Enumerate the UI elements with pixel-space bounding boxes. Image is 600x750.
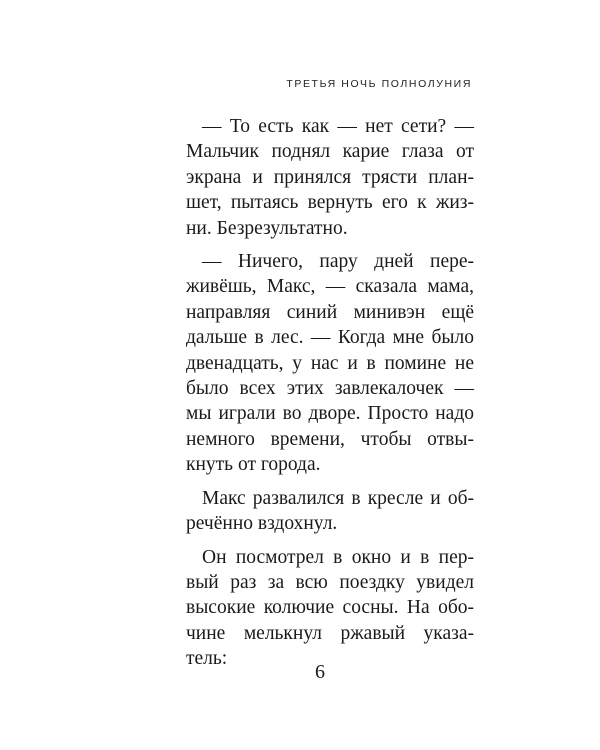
text-line: вый раз за всю поездку увидел	[186, 571, 474, 593]
text-line: чине мелькнул ржавый указа-	[186, 622, 474, 644]
text-line: живёшь, Макс, — сказала мама,	[186, 276, 474, 298]
paragraph-2	[186, 249, 474, 478]
text-line: шет, пытаясь вернуть его к жиз-	[186, 192, 474, 214]
paragraph-4	[186, 545, 474, 672]
running-header: ТРЕТЬЯ НОЧЬ ПОЛНОЛУНИЯ	[286, 78, 472, 90]
paragraph-3	[186, 486, 474, 537]
text-line: направляя синий минивэн ещё	[186, 301, 474, 323]
text-line: Макс развалился в кресле и об-	[202, 487, 474, 509]
paragraph-1	[186, 114, 474, 241]
text-line: Мальчик поднял карие глаза от	[186, 141, 474, 163]
text-line: Он посмотрел в окно и в пер-	[202, 546, 474, 568]
text-line: тель:	[186, 648, 228, 670]
text-line: кнуть от города.	[186, 454, 321, 476]
body-text	[186, 114, 474, 680]
text-line: речённо вздохнул.	[186, 513, 338, 535]
text-line: экрана и принялся трясти план-	[186, 166, 474, 188]
text-line: высокие колючие сосны. На обо-	[186, 597, 474, 619]
text-line: немного времени, чтобы отвы-	[186, 428, 474, 450]
text-line: — То есть как — нет сети? —	[202, 116, 474, 137]
text-line: мы играли во дворе. Просто надо	[186, 403, 474, 425]
text-line: двенадцать, у нас и в помине не	[186, 352, 474, 374]
text-line: было всех этих завлекалочек —	[186, 378, 474, 400]
text-line: дальше в лес. — Когда мне было	[186, 327, 474, 349]
page-number: 6	[315, 661, 325, 683]
text-line: ни. Безрезультатно.	[186, 217, 348, 239]
text-line: — Ничего, пару дней пере-	[202, 251, 474, 273]
